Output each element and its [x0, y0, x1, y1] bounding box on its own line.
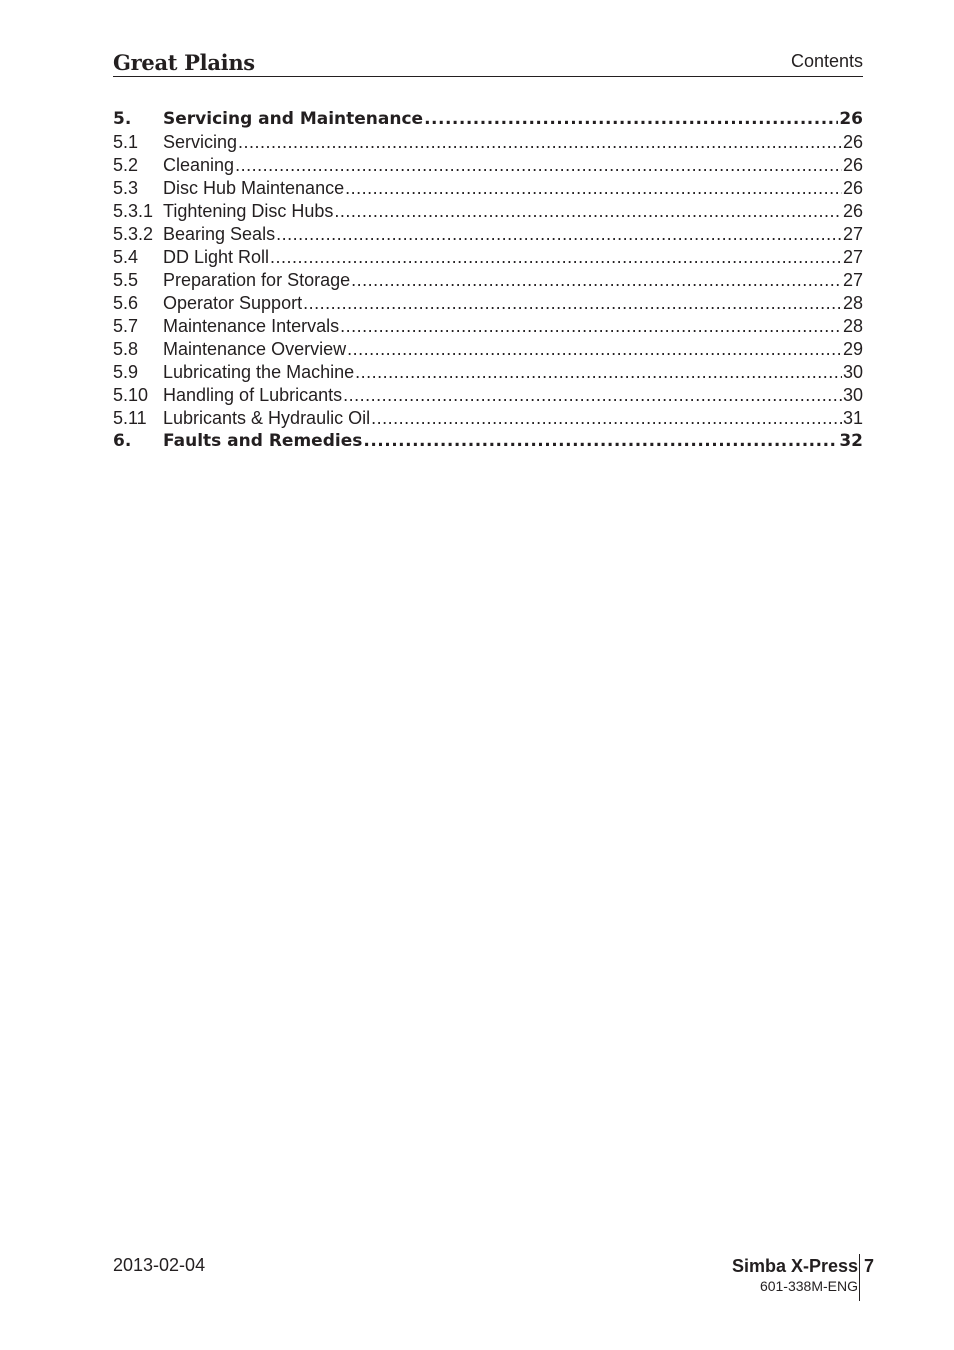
footer-product-block	[732, 1255, 858, 1295]
toc-entry[interactable]	[113, 269, 863, 292]
footer-product: Simba X-Press	[731, 1256, 858, 1276]
section-label: Contents	[790, 51, 863, 71]
toc-entry-title: Tightening Disc Hubs	[163, 201, 334, 221]
toc-entry-title: DD Light Roll	[163, 247, 270, 267]
toc-entry-number: 5.3.1	[113, 201, 154, 221]
page-number: 7	[864, 1256, 875, 1276]
toc-dot-leader	[351, 269, 842, 292]
toc-entry[interactable]	[113, 338, 863, 361]
toc-entry[interactable]	[113, 223, 863, 246]
toc-entry-number: 6.	[113, 431, 132, 451]
toc-dot-leader	[363, 430, 838, 453]
toc-dot-leader	[238, 131, 842, 154]
brand-logo: Great Plains	[113, 50, 255, 75]
toc-entry-title: Maintenance Intervals	[163, 316, 340, 336]
toc-entry-number: 5.2	[113, 155, 139, 175]
toc-entry[interactable]	[113, 315, 863, 338]
toc-dot-leader	[424, 108, 838, 131]
toc-dot-leader	[303, 292, 842, 315]
toc-entry-number: 5.7	[113, 316, 139, 336]
toc-dot-leader	[334, 200, 842, 223]
toc-entry-title: Disc Hub Maintenance	[163, 178, 345, 198]
toc-entry-title: Preparation for Storage	[163, 270, 351, 290]
toc-entry-page: 28	[842, 316, 863, 336]
toc-entry-number: 5.3.2	[113, 224, 154, 244]
toc-entry-title: Operator Support	[163, 293, 303, 313]
toc-entry-page: 26	[842, 155, 863, 175]
toc-entry-title: Servicing and Maintenance	[163, 109, 424, 129]
toc-entry-page: 31	[842, 408, 863, 428]
toc-entry[interactable]	[113, 384, 863, 407]
toc-entry[interactable]	[113, 200, 863, 223]
table-of-contents	[113, 108, 863, 453]
toc-dot-leader	[276, 223, 842, 246]
toc-entry-number: 5.1	[113, 132, 139, 152]
toc-entry-page: 26	[842, 132, 863, 152]
toc-entry[interactable]	[113, 246, 863, 269]
footer-date: 2013-02-04	[113, 1255, 206, 1275]
toc-entry-title: Servicing	[163, 132, 238, 152]
toc-entry[interactable]	[113, 407, 863, 430]
toc-dot-leader	[340, 315, 842, 338]
toc-entry-page: 28	[842, 293, 863, 313]
toc-entry-number: 5.8	[113, 339, 139, 359]
page-header	[113, 48, 863, 77]
toc-entry[interactable]	[113, 430, 863, 453]
toc-entry[interactable]	[113, 108, 863, 131]
toc-entry-number: 5.11	[113, 408, 147, 428]
toc-dot-leader	[355, 361, 842, 384]
toc-entry-number: 5.	[113, 109, 132, 129]
toc-entry-page: 29	[842, 339, 863, 359]
footer-divider	[859, 1254, 860, 1301]
toc-entry-number: 5.10	[113, 385, 149, 405]
toc-entry-number: 5.4	[113, 247, 139, 267]
toc-entry-page: 26	[842, 178, 863, 198]
toc-entry-title: Cleaning	[163, 155, 235, 175]
toc-entry-page: 27	[842, 247, 863, 267]
toc-entry-page: 26	[842, 201, 863, 221]
toc-dot-leader	[345, 177, 842, 200]
toc-entry-page: 32	[839, 431, 863, 451]
toc-dot-leader	[343, 384, 842, 407]
toc-entry-number: 5.9	[113, 362, 139, 382]
toc-entry-number: 5.5	[113, 270, 139, 290]
toc-entry-page: 27	[842, 270, 863, 290]
toc-entry[interactable]	[113, 177, 863, 200]
toc-entry-title: Faults and Remedies	[163, 431, 363, 451]
toc-dot-leader	[371, 407, 842, 430]
toc-entry[interactable]	[113, 131, 863, 154]
toc-dot-leader	[347, 338, 842, 361]
toc-entry-title: Bearing Seals	[163, 224, 276, 244]
toc-entry-page: 26	[839, 109, 863, 129]
toc-entry-title: Lubricants & Hydraulic Oil	[163, 408, 371, 428]
toc-entry-title: Handling of Lubricants	[163, 385, 343, 405]
toc-entry-number: 5.3	[113, 178, 139, 198]
footer-doc-code: 601-338M-ENG	[759, 1278, 858, 1294]
toc-entry[interactable]	[113, 154, 863, 177]
toc-entry-page: 30	[842, 362, 863, 382]
toc-entry-title: Maintenance Overview	[163, 339, 347, 359]
toc-entry[interactable]	[113, 361, 863, 384]
toc-entry-page: 27	[842, 224, 863, 244]
toc-dot-leader	[235, 154, 842, 177]
toc-entry-title: Lubricating the Machine	[163, 362, 355, 382]
toc-entry[interactable]	[113, 292, 863, 315]
toc-entry-number: 5.6	[113, 293, 139, 313]
toc-entry-page: 30	[842, 385, 863, 405]
toc-dot-leader	[270, 246, 842, 269]
